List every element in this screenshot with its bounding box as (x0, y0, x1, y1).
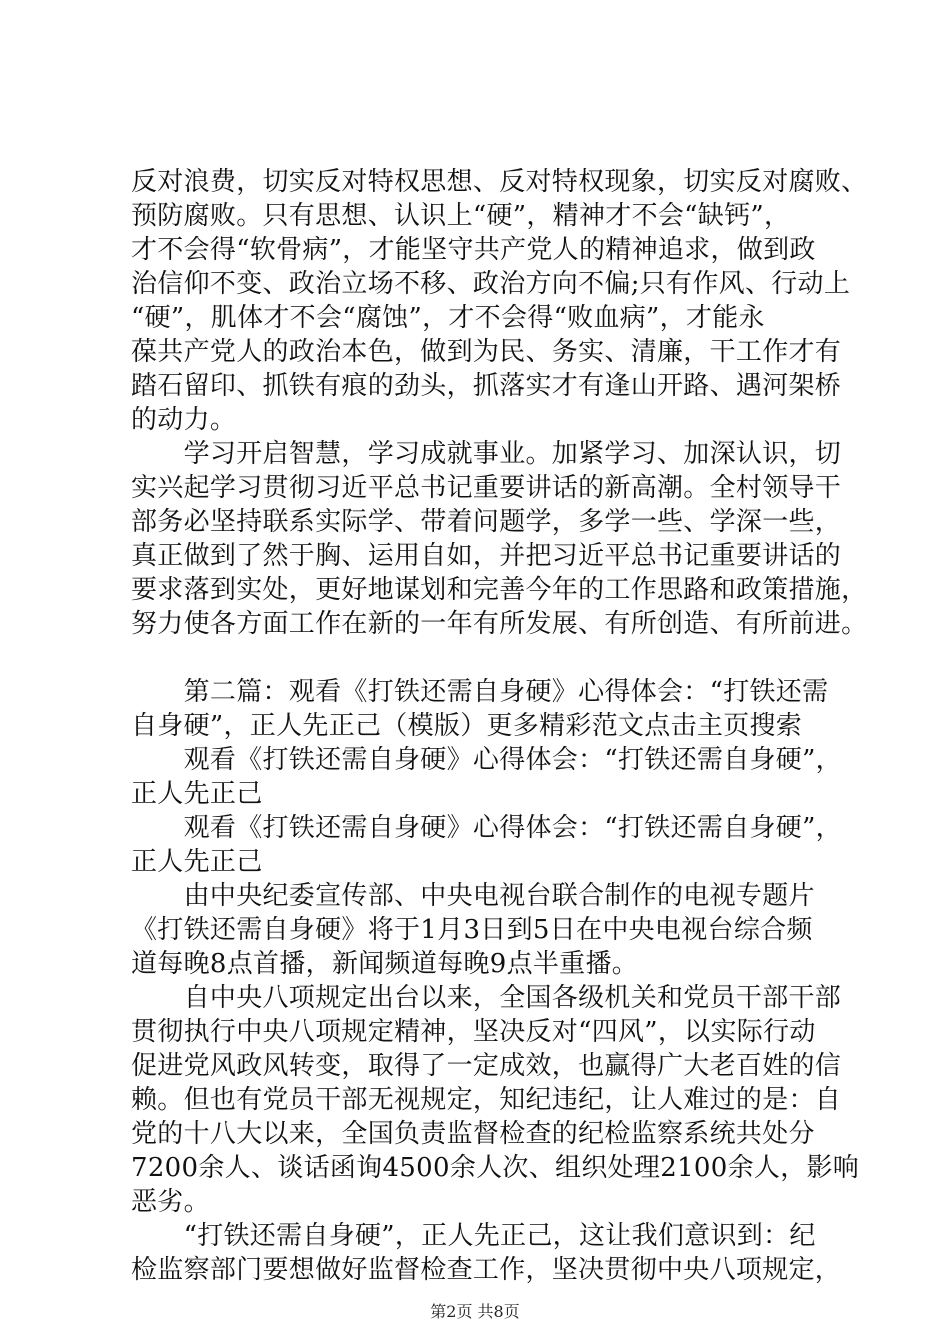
blank-line (131, 641, 831, 675)
text-line: 实兴起学习贯彻习近平总书记重要讲话的新高潮。全村领导干 (131, 473, 842, 503)
text-line: 努力使各方面工作在新的一年有所发展、有所创造、有所前进。 (131, 609, 868, 639)
text-line: 预防腐败。只有思想、认识上“硬”，精神才不会“缺钙”， (131, 201, 791, 231)
text-line: 《打铁还需自身硬》将于1月3日到5日在中央电视台综合频 (131, 915, 813, 945)
text-line: 恶劣。 (131, 1187, 210, 1217)
text-line: 由中央纪委宣传部、中央电视台联合制作的电视专题片 (131, 881, 815, 911)
text-line: 真正做到了然于胸、运用自如，并把习近平总书记重要讲话的 (131, 541, 842, 571)
text-line: 才不会得“软骨病”，才能坚守共产党人的精神追求，做到政 (131, 235, 816, 265)
text-line: 踏石留印、抓铁有痕的劲头，抓落实才有逢山开路、遇河架桥 (131, 371, 842, 401)
document-body (131, 165, 868, 1287)
section-heading-line: 第二篇：观看《打铁还需自身硬》心得体会：“打铁还需 (131, 677, 829, 707)
text-line: 正人先正己 (131, 779, 263, 809)
text-line: 促进党风政风转变，取得了一定成效，也赢得广大老百姓的信 (131, 1051, 842, 1081)
text-line: 反对浪费，切实反对特权思想、反对特权现象，切实反对腐败、 (131, 167, 868, 197)
text-line: 的动力。 (131, 405, 237, 435)
text-line: 道每晚8点首播，新闻频道每晚9点半重播。 (131, 949, 639, 979)
text-line: 正人先正己 (131, 847, 263, 877)
text-line: 赖。但也有党员干部无视规定，知纪违纪，让人难过的是：自 (131, 1085, 842, 1115)
text-line: 治信仰不变、政治立场不移、政治方向不偏;只有作风、行动上 (131, 269, 851, 299)
text-line: 葆共产党人的政治本色，做到为民、务实、清廉，干工作才有 (131, 337, 842, 367)
text-line: 检监察部门要想做好监督检查工作，坚决贯彻中央八项规定， (131, 1255, 842, 1285)
text-line: 自中央八项规定出台以来，全国各级机关和党员干部干部 (131, 983, 842, 1013)
text-line: 观看《打铁还需自身硬》心得体会：“打铁还需自身硬”， (131, 813, 842, 843)
page-number-footer: 第2页 共8页 (430, 1302, 520, 1321)
text-line: 党的十八大以来，全国负责监督检查的纪检监察系统共处分 (131, 1119, 815, 1149)
text-line: 学习开启智慧，学习成就事业。加紧学习、加深认识，切 (131, 439, 842, 469)
text-line: 贯彻执行中央八项规定精神，坚决反对“四风”，以实际行动 (131, 1017, 816, 1047)
text-line: 观看《打铁还需自身硬》心得体会：“打铁还需自身硬”， (131, 745, 842, 775)
text-line: 7200余人、谈话函询4500余人次、组织处理2100余人，影响 (131, 1153, 860, 1183)
section-heading-line: 自身硬”，正人先正己（模版）更多精彩范文点击主页搜索 (131, 711, 803, 741)
text-line: “打铁还需自身硬”，正人先正己，这让我们意识到：纪 (131, 1221, 816, 1251)
text-line: 要求落到实处，更好地谋划和完善今年的工作思路和政策措施， (131, 575, 868, 605)
text-line: 部务必坚持联系实际学、带着问题学，多学一些、学深一些， (131, 507, 842, 537)
text-line: “硬”，肌体才不会“腐蚀”，才不会得“败血病”，才能永 (131, 303, 765, 333)
